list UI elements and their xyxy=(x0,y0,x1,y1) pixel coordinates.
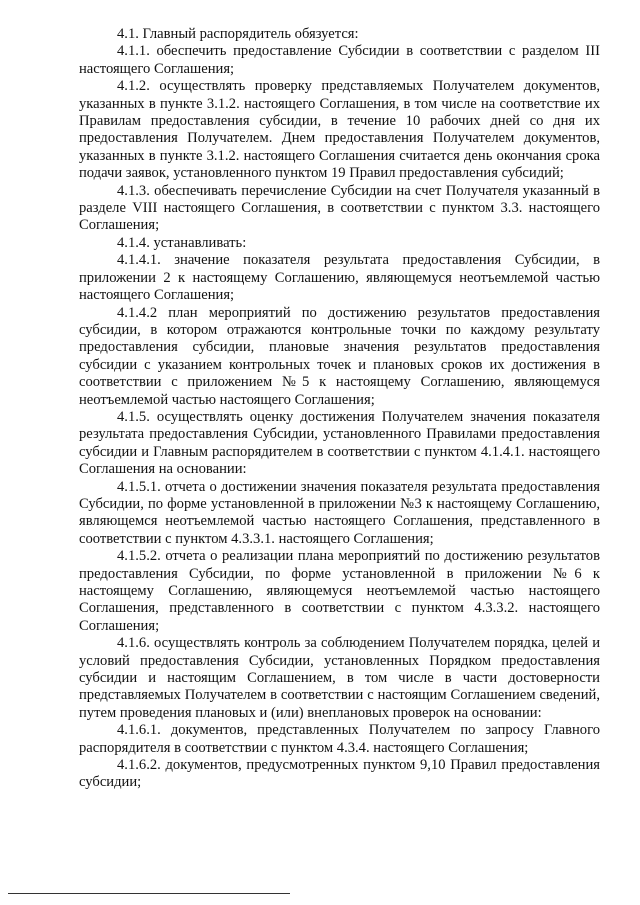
paragraph-4-1-4-2: 4.1.4.2 план мероприятий по достижению результатов предоставления субсидии, в котором отражаются контрольные точки по каждому результату предоставления субсидии, плановые значения результатов предоставления субсидии с указанием контрольных точек и плановых сроков их достижения в соответствии с приложением №5 к настоящему Соглашению, являющемуся неотъемлемой частью настоящего Соглашения; xyxy=(79,304,600,408)
paragraph-4-1-6: 4.1.6. осуществлять контроль за соблюдением Получателем порядка, целей и условий предоставления Субсидии, установленных Порядком предоставления субсидии и настоящим Соглашением, в том числе в части достоверности представляемых Получателем в соответствии с настоящим Соглашением сведений, путем проведения плановых и (или) внеплановых проверок на основании: xyxy=(79,635,600,721)
paragraph-4-1-5-1: 4.1.5.1. отчета о достижении значения показателя результата предоставления Субсидии, по форме установленной в приложении №3 к настоящему Соглашению, являющемся неотъемлемой частью настоящего Соглашения, представленного в соответствии с пунктом 4.3.3.1. настоящего Соглашения; xyxy=(79,478,600,547)
paragraph-4-1-4: 4.1.4. устанавливать: xyxy=(117,234,247,251)
paragraph-4-1-2: 4.1.2. осуществлять проверку представляемых Получателем документов, указанных в пункте 3.1.2. настоящего Соглашения, в том числе на соответствие их Правилам предоставления субсидии, в течение 10 рабочих дней со дня их предоставления Получателем. Днем предоставления Получателем документов, указанных в пункте 3.1.2. настоящего Соглашения считается день окончания срока подачи заявок, установленного пунктом 19 Правил предоставления субсидий; xyxy=(79,78,600,182)
paragraph-4-1-6-2: 4.1.6.2. документов, предусмотренных пунктом 9,10 Правил предоставления субсидии; xyxy=(79,757,600,791)
document-page xyxy=(79,26,600,792)
paragraph-4-1-5-2: 4.1.5.2. отчета о реализации плана мероприятий по достижению результатов предоставления Субсидии, по форме установленной в приложении №6 к настоящему Соглашению, являющемуся неотъемлемой частью настоящего Соглашения, представленного в соответствии с пунктом 4.3.3.2. настоящего Соглашения; xyxy=(79,548,600,634)
footnote-divider xyxy=(8,893,290,894)
paragraph-4-1: 4.1. Главный распорядитель обязуется: xyxy=(117,26,359,42)
paragraph-4-1-1: 4.1.1. обеспечить предоставление Субсидии в соответствии с разделом III настоящего Соглашения; xyxy=(79,43,600,77)
paragraph-4-1-4-1: 4.1.4.1. значение показателя результата предоставления Субсидии, в приложении 2 к настоящему Соглашению, являющемуся неотъемлемой частью настоящего Соглашения; xyxy=(79,252,600,304)
paragraph-4-1-6-1: 4.1.6.1. документов, представленных Получателем по запросу Главного распорядителя в соответствии с пунктом 4.3.4. настоящего Соглашения; xyxy=(79,722,600,756)
paragraph-4-1-3: 4.1.3. обеспечивать перечисление Субсидии на счет Получателя указанный в разделе VIII настоящего Соглашения, в соответствии с пунктом 3.3. настоящего Соглашения; xyxy=(79,182,600,234)
paragraph-4-1-5: 4.1.5. осуществлять оценку достижения Получателем значения показателя результата предоставления Субсидии, установленного Правилами предоставления субсидии и Главным распорядителем в соответствии с пунктом 4.1.4.1. настоящего Соглашения на основании: xyxy=(79,408,600,478)
